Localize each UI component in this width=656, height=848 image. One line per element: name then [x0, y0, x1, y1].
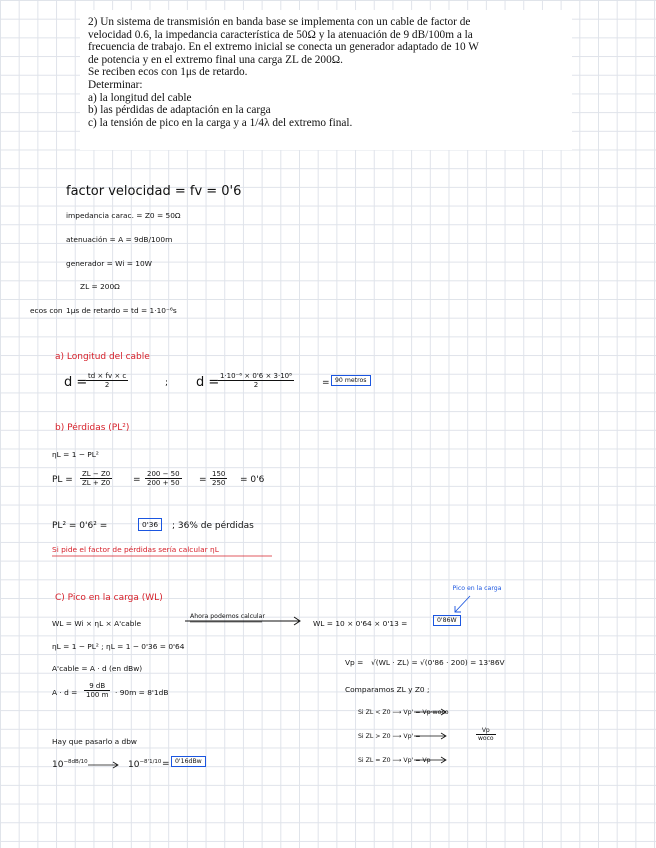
problem-line: c) la tensión de pico en la carga y a 1/4λ del extremo final. — [88, 116, 353, 129]
fraction-numerator: ZL − Z0 — [82, 470, 111, 478]
part-c-exp-result-box: 0'16dBw — [171, 756, 206, 767]
fraction-denominator: 200 + 50 — [147, 479, 180, 487]
exp-power: −8'1/10 — [139, 759, 162, 765]
fraction-numerator: Vp — [476, 727, 496, 735]
part-c-blue-note: Pico en la carga — [452, 585, 502, 592]
exp-power: −8dB/10 — [63, 759, 88, 765]
given-load: ZL = 200Ω — [80, 282, 120, 291]
part-c-acable: A'cable = A · d (en dBw) — [52, 664, 143, 673]
part-c-case-greater: Si ZL > Z0 ⟶ Vp' = — [358, 733, 421, 740]
arrow-icon — [88, 762, 118, 768]
part-c-title: C) Pico en la carga (WL) — [55, 593, 163, 603]
part-c-wl-result-box: 0'86W — [433, 615, 461, 626]
given-echo-label: ecos con — [30, 306, 63, 315]
problem-line: velocidad 0.6, la impedancia característica de 50Ω y la atenuación de 9 dB/100m a la — [88, 28, 473, 41]
part-c-wl-calc: WL = 10 × 0'64 × 0'13 = — [313, 619, 408, 628]
fraction-numerator: 150 — [212, 470, 226, 478]
fraction-denominator: 250 — [212, 479, 226, 487]
part-b-pl2: PL² = 0'6² = — [52, 521, 108, 531]
part-b-pl-lhs: PL = — [52, 475, 73, 485]
problem-line: Determinar: — [88, 78, 143, 91]
arrow-icon — [414, 709, 446, 715]
part-a-result-box: 90 metros — [331, 375, 371, 386]
part-b-pl-result: = 0'6 — [240, 475, 265, 485]
blue-arrow-icon — [455, 596, 470, 612]
fraction-numerator: 9 dB — [84, 682, 110, 691]
arrow-icon — [185, 617, 300, 625]
part-c-case-less: Si ZL < Z0 ⟶ Vp' = Vp·woco — [358, 709, 449, 716]
part-b-eta: ηL = 1 − PL² — [52, 450, 99, 459]
part-a-d-lhs: d = — [64, 375, 88, 390]
part-b-pl2-tail: ; 36% de pérdidas — [172, 521, 254, 531]
part-c-vp-lhs: Vp = — [345, 658, 364, 667]
part-a-title: a) Longitud del cable — [55, 352, 150, 362]
equals-sign: = — [322, 378, 330, 388]
part-c-ad-tail: · 90m = 8'1dB — [115, 688, 169, 697]
problem-line: b) las pérdidas de adaptación en la carga — [88, 104, 271, 117]
given-echo-delay: 1μs de retardo = td = 1·10⁻⁶s — [66, 306, 177, 315]
part-a-d2-lhs: d = — [196, 375, 220, 390]
fraction-denominator: 100 m — [86, 691, 109, 699]
part-c-case-equal: Si ZL = Z0 ⟶ Vp' = Vp — [358, 757, 431, 764]
fraction-denominator: 2 — [253, 381, 259, 389]
exp-base: 10 — [52, 760, 64, 770]
given-attenuation: atenuación = A = 9dB/100m — [66, 235, 173, 244]
problem-line: 2) Un sistema de transmisión en banda base se implementa con un cable de factor de — [88, 16, 471, 28]
exp-base: 10 — [128, 760, 140, 770]
part-b-pl2-result-box: 0'36 — [138, 518, 162, 531]
fraction-denominator: ZL + Z0 — [82, 479, 111, 487]
problem-line: Se reciben ecos con 1μs de retardo. — [88, 66, 248, 79]
given-velocity-factor: factor velocidad = fv = 0'6 — [66, 184, 242, 199]
equals-sign: = — [133, 475, 141, 485]
part-c-vp: √(WL · ZL) = √(0'86 · 200) = 13'86V — [371, 658, 505, 667]
arrow-icon — [414, 757, 446, 763]
separator: ; — [165, 378, 169, 388]
fraction-numerator: td × fv × c — [88, 372, 127, 380]
part-c-pass-dbw: Hay que pasarlo a dbw — [52, 737, 137, 746]
part-b-title: b) Pérdidas (PL²) — [55, 423, 130, 433]
arrow-icon — [414, 733, 446, 739]
part-c-arrow-label: Ahora podemos calcular — [190, 613, 265, 620]
fraction-numerator: 200 − 50 — [147, 470, 180, 478]
part-b-note: Si pide el factor de pérdidas sería calcular ηL — [52, 545, 219, 554]
part-c-compare: Comparamos ZL y Z0 ; — [345, 685, 430, 694]
part-c-eta: ηL = 1 − PL² ; ηL = 1 − 0'36 = 0'64 — [52, 642, 185, 651]
given-impedance: impedancia carac. = Z0 = 50Ω — [66, 211, 181, 220]
equals-sign: = — [199, 475, 207, 485]
problem-line: de potencia y en el extremo final una carga ZL de 200Ω. — [88, 53, 343, 66]
part-c-wl: WL = Wi × ηL × A'cable — [52, 619, 142, 628]
fraction-numerator: 1·10⁻⁶ × 0'6 × 3·10⁸ — [220, 372, 292, 380]
part-c-ad-lhs: A · d = — [52, 688, 78, 697]
fraction-denominator: 2 — [104, 381, 110, 389]
equals-sign: = — [162, 759, 170, 769]
problem-line: a) la longitud del cable — [88, 91, 192, 104]
fraction-denominator: woco — [478, 735, 494, 742]
given-generator: generador = Wi = 10W — [66, 259, 152, 268]
problem-line: frecuencia de trabajo. En el extremo inicial se conecta un generador adaptado de 10 W — [88, 41, 479, 54]
